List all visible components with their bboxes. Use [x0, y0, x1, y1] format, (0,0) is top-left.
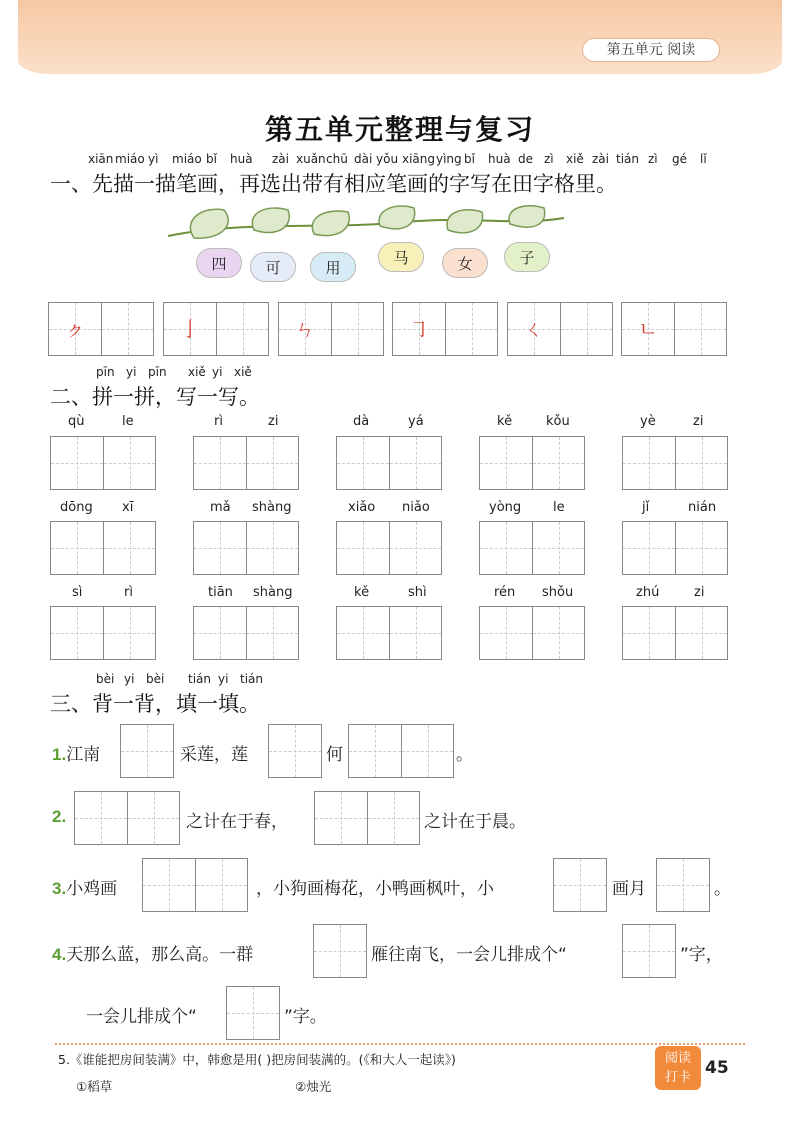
pinyin-label: dōng: [60, 500, 93, 515]
trace-stroke[interactable]: ㄑ: [524, 317, 544, 341]
pinyin: bèi: [146, 672, 165, 686]
pinyin-label: kě: [354, 585, 370, 600]
tianzige-cell[interactable]: [279, 303, 331, 355]
tianzige-grid: [193, 521, 299, 575]
tianzige-cell[interactable]: [194, 607, 246, 659]
pinyin: pīn: [96, 365, 115, 379]
pinyin: tián: [188, 672, 211, 686]
tianzige-cell[interactable]: [675, 437, 727, 489]
tianzige-cell[interactable]: [337, 522, 389, 574]
tianzige-cell[interactable]: [675, 607, 727, 659]
question-text: 一会儿排成个“: [86, 1007, 197, 1027]
pinyin: dài: [354, 152, 373, 166]
badge-text: 打卡: [664, 1070, 691, 1085]
question-text: 之计在于春，: [186, 812, 288, 832]
question-text: 。: [714, 879, 731, 899]
section3-title: 三、背一背，填一填。: [50, 692, 260, 716]
pinyin-label: rì: [124, 585, 133, 600]
tianzige-cell[interactable]: [554, 859, 606, 911]
pinyin: gé: [672, 152, 687, 166]
pinyin-label: kě: [497, 414, 513, 429]
tianzige-cell[interactable]: [349, 725, 401, 777]
tianzige-cell[interactable]: [674, 303, 726, 355]
tianzige-cell[interactable]: [532, 522, 584, 574]
tianzige-cell[interactable]: [103, 522, 155, 574]
character-pill: 用: [310, 252, 356, 282]
trace-stroke[interactable]: ㄣ: [295, 317, 315, 341]
question-text: 雁往南飞，一会儿排成个“: [371, 945, 567, 965]
pinyin: yi: [212, 365, 223, 379]
tianzige-cell[interactable]: [508, 303, 560, 355]
tianzige-cell[interactable]: [246, 437, 298, 489]
section1-title: 一、先描一描笔画，再选出带有相应笔画的字写在田字格里。: [50, 172, 617, 196]
tianzige-cell[interactable]: [194, 522, 246, 574]
pinyin: tián: [616, 152, 639, 166]
tianzige-cell[interactable]: [195, 859, 247, 911]
pinyin: xiān: [88, 152, 114, 166]
tianzige-grid: [479, 606, 585, 660]
tianzige-cell[interactable]: [560, 303, 612, 355]
tianzige-cell[interactable]: [194, 437, 246, 489]
tianzige-grid: [278, 302, 384, 356]
tianzige-cell[interactable]: [101, 303, 153, 355]
pinyin-label: le: [122, 414, 134, 429]
tianzige-grid: [622, 521, 728, 575]
tianzige-cell[interactable]: [103, 607, 155, 659]
unit-tag: 第五单元 阅读: [582, 38, 720, 62]
trace-stroke[interactable]: ㇆: [409, 317, 429, 341]
pinyin: yì: [148, 152, 159, 166]
pinyin: zài: [272, 152, 289, 166]
pinyin: yi: [218, 672, 229, 686]
character-pill: 子: [504, 242, 550, 272]
pinyin-label: dà: [353, 414, 370, 429]
page-title: 第五单元整理与复习: [264, 113, 535, 146]
tianzige-grid: [621, 302, 727, 356]
pinyin-label: zi: [693, 414, 704, 429]
question-2: [52, 807, 66, 827]
answer-box: [268, 724, 322, 778]
question-text: 何: [326, 745, 343, 765]
section1-pinyin: [88, 152, 728, 166]
tianzige-grid: [50, 606, 156, 660]
tianzige-cell[interactable]: [367, 792, 419, 844]
pinyin-label: tiān: [208, 585, 233, 600]
pinyin: zì: [544, 152, 554, 166]
tianzige-cell[interactable]: [246, 607, 298, 659]
tianzige-cell[interactable]: [393, 303, 445, 355]
trace-stroke[interactable]: ㄴ: [638, 317, 658, 341]
pinyin: de: [518, 152, 533, 166]
tianzige-grid: [193, 606, 299, 660]
question-text: 画月: [612, 879, 646, 899]
question-number: 3.: [52, 879, 67, 898]
pinyin: lǐ: [700, 152, 707, 166]
pinyin: bǐ: [464, 152, 475, 166]
question-3: [52, 874, 117, 899]
tianzige-grid: [622, 436, 728, 490]
question-text: 江南: [66, 745, 101, 765]
tianzige-cell[interactable]: [269, 725, 321, 777]
tianzige-cell[interactable]: [389, 522, 441, 574]
tianzige-cell[interactable]: [51, 607, 103, 659]
tianzige-grid: [479, 436, 585, 490]
pinyin: tián: [240, 672, 263, 686]
pinyin-label: le: [553, 500, 565, 515]
tianzige-grid: [336, 436, 442, 490]
character-pill: 四: [196, 248, 242, 278]
question-1: [52, 740, 100, 765]
tianzige-cell[interactable]: [143, 859, 195, 911]
pinyin: bèi: [96, 672, 115, 686]
pinyin: xiāng: [402, 152, 436, 166]
tianzige-cell[interactable]: [227, 987, 279, 1039]
question-4: [52, 940, 253, 965]
tianzige-cell[interactable]: [337, 607, 389, 659]
pinyin-label: xī: [122, 500, 134, 515]
question-text: 之计在于晨。: [424, 812, 526, 832]
answer-box: [348, 724, 454, 778]
pinyin: yi: [126, 365, 137, 379]
badge-text: 阅读: [664, 1051, 691, 1066]
tianzige-cell[interactable]: [532, 437, 584, 489]
tianzige-cell[interactable]: [337, 437, 389, 489]
tianzige-grid: [622, 606, 728, 660]
pinyin-label: shàng: [253, 585, 293, 600]
pinyin: yi: [124, 672, 135, 686]
tianzige-cell[interactable]: [314, 925, 366, 977]
character-pill: 女: [442, 248, 488, 278]
question-text: ，小狗画梅花，小鸭画枫叶，小: [256, 879, 494, 899]
tianzige-cell[interactable]: [623, 607, 675, 659]
pinyin: zài: [592, 152, 609, 166]
tianzige-grid: [50, 436, 156, 490]
pinyin-label: yòng: [489, 500, 522, 515]
pinyin-label: nián: [688, 500, 717, 515]
answer-box: [622, 924, 676, 978]
tianzige-cell[interactable]: [622, 303, 674, 355]
tianzige-cell[interactable]: [623, 437, 675, 489]
tianzige-cell[interactable]: [51, 437, 103, 489]
tianzige-cell[interactable]: [127, 792, 179, 844]
tianzige-cell[interactable]: [623, 522, 675, 574]
tianzige-cell[interactable]: [246, 522, 298, 574]
pinyin: bǐ: [206, 152, 217, 166]
tianzige-grid: [193, 436, 299, 490]
tianzige-grid: [50, 521, 156, 575]
trace-stroke[interactable]: 亅: [180, 317, 200, 341]
option-1[interactable]: ①稻草: [76, 1079, 113, 1094]
answer-box: [142, 858, 248, 912]
pinyin: huà: [488, 152, 511, 166]
leaf-illustration: [166, 200, 566, 292]
tianzige-grid: [48, 302, 154, 356]
pinyin-label: kǒu: [546, 414, 570, 429]
pinyin: xiě: [188, 365, 206, 379]
question-text: 小鸡画: [66, 879, 118, 899]
pinyin-label: rì: [214, 414, 223, 429]
section2-pinyin: [96, 365, 296, 379]
tianzige-cell[interactable]: [389, 607, 441, 659]
page-number: 45: [705, 1058, 729, 1078]
pinyin-label: zi: [694, 585, 705, 600]
pinyin: pīn: [148, 365, 167, 379]
tianzige-cell[interactable]: [216, 303, 268, 355]
pinyin-label: shǒu: [542, 585, 574, 600]
tianzige-cell[interactable]: [49, 303, 101, 355]
pinyin-label: sì: [72, 585, 83, 600]
pinyin-label: niǎo: [402, 500, 430, 515]
answer-box: [226, 986, 280, 1040]
section2-title: 二、拼一拼，写一写。: [50, 385, 260, 409]
answer-box: [656, 858, 710, 912]
pinyin-label: qù: [68, 414, 85, 429]
pinyin: xiě: [566, 152, 584, 166]
question-text: 天那么蓝，那么高。一群: [66, 945, 254, 965]
question-text: 采莲，莲: [180, 745, 248, 765]
pinyin: huà: [230, 152, 253, 166]
tianzige-grid: [392, 302, 498, 356]
tianzige-cell[interactable]: [675, 522, 727, 574]
pinyin: yìng: [436, 152, 462, 166]
pinyin-label: xiǎo: [348, 500, 376, 515]
question-number: 1.: [52, 745, 67, 764]
question-text: ”字，: [680, 945, 723, 965]
tianzige-cell[interactable]: [331, 303, 383, 355]
tianzige-cell[interactable]: [480, 522, 532, 574]
pinyin-label: zhú: [636, 585, 660, 600]
answer-box: [120, 724, 174, 778]
tianzige-cell[interactable]: [480, 607, 532, 659]
question-text: 。: [456, 745, 473, 765]
answer-box: [74, 791, 180, 845]
answer-box: [553, 858, 607, 912]
character-pill: 可: [250, 252, 296, 282]
tianzige-cell[interactable]: [75, 792, 127, 844]
answer-box: [314, 791, 420, 845]
tianzige-cell[interactable]: [445, 303, 497, 355]
tianzige-cell[interactable]: [51, 522, 103, 574]
question-number: 4.: [52, 945, 67, 964]
pinyin: miáo: [172, 152, 202, 166]
pinyin: xuǎn: [296, 152, 326, 166]
tianzige-cell[interactable]: [480, 437, 532, 489]
pinyin-label: yè: [640, 414, 656, 429]
tianzige-cell[interactable]: [164, 303, 216, 355]
question-number: 2.: [52, 807, 67, 826]
reading-question: 5.《谁能把房间装满》中，韩愈是用( )把房间装满的。(《和大人一起读》): [58, 1052, 456, 1067]
header-band: [18, 0, 782, 74]
tianzige-grid: [163, 302, 269, 356]
tianzige-cell[interactable]: [121, 725, 173, 777]
dotted-divider: [55, 1043, 745, 1045]
reading-checkin-badge[interactable]: [655, 1046, 701, 1090]
pinyin-label: shì: [408, 585, 427, 600]
pinyin: xiě: [234, 365, 252, 379]
tianzige-grid: [336, 606, 442, 660]
tianzige-cell[interactable]: [657, 859, 709, 911]
tianzige-grid: [479, 521, 585, 575]
section3-pinyin: [96, 672, 296, 686]
tianzige-cell[interactable]: [315, 792, 367, 844]
pinyin-label: shàng: [252, 500, 292, 515]
pinyin-label: mǎ: [210, 500, 231, 515]
tianzige-grid: [507, 302, 613, 356]
leaf-vine-icon: [166, 200, 566, 292]
pinyin-label: yá: [408, 414, 424, 429]
tianzige-cell[interactable]: [623, 925, 675, 977]
pinyin: yǒu: [376, 152, 399, 166]
pinyin-label: zi: [268, 414, 279, 429]
pinyin: chū: [326, 152, 348, 166]
tianzige-cell[interactable]: [532, 607, 584, 659]
trace-stroke[interactable]: ㇰ: [65, 317, 85, 341]
tianzige-cell[interactable]: [103, 437, 155, 489]
answer-box: [313, 924, 367, 978]
option-2[interactable]: ②烛光: [295, 1079, 332, 1094]
pinyin-label: jǐ: [642, 500, 650, 515]
pinyin-label: rén: [494, 585, 516, 600]
pinyin: miáo: [115, 152, 145, 166]
question-text: ”字。: [284, 1007, 327, 1027]
tianzige-grid: [336, 521, 442, 575]
tianzige-cell[interactable]: [401, 725, 453, 777]
pinyin: zì: [648, 152, 658, 166]
tianzige-cell[interactable]: [389, 437, 441, 489]
character-pill: 马: [378, 242, 424, 272]
